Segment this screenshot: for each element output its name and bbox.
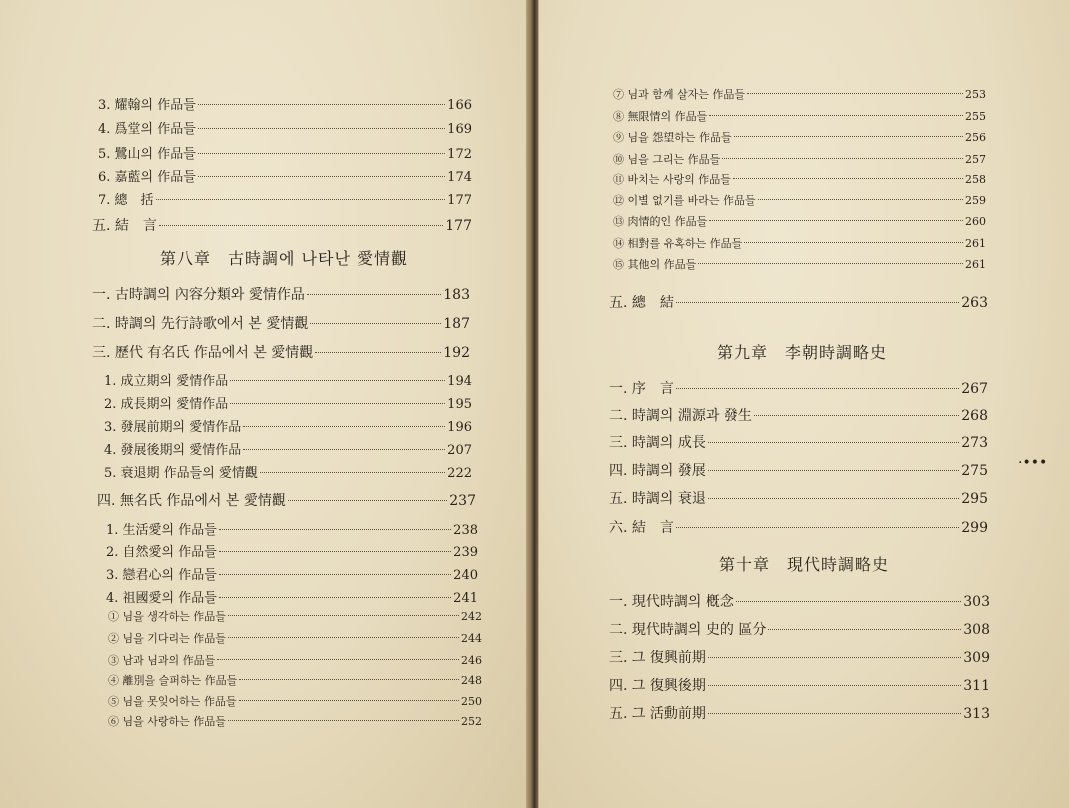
toc-entry-label: 4. 祖國愛의 作品들 [106, 591, 217, 606]
leader-dots [198, 128, 445, 129]
toc-entry [108, 608, 482, 624]
toc-entry-label: 一. 古時調의 內容分類와 愛情作品 [92, 287, 305, 303]
toc-entry [108, 693, 482, 709]
leader-dots [228, 615, 459, 616]
leader-dots [733, 178, 963, 179]
chapter-8-title: 第八章 古時調에 나타난 愛情觀 [160, 249, 408, 268]
leader-dots [239, 700, 460, 701]
toc-entry-label: ⑨ 님을 怨望하는 作品들 [613, 131, 732, 144]
toc-entry-label: 7. 總 括 [98, 193, 154, 208]
leader-dots [708, 498, 959, 499]
toc-entry-label: 二. 時調의 淵源과 發生 [609, 408, 752, 424]
toc-entry [92, 284, 470, 304]
page-number: 239 [453, 545, 478, 560]
toc-entry-label: 1. 生活愛의 作品들 [106, 523, 217, 538]
page-number: 207 [447, 443, 472, 458]
page-number: 267 [961, 381, 988, 397]
toc-entry [609, 488, 988, 508]
page-number: 273 [961, 435, 988, 451]
toc-entry-label: ⑦ 님과 함께 살자는 作品들 [613, 88, 745, 101]
leader-dots [698, 263, 963, 264]
leader-dots [230, 380, 445, 381]
toc-entry-label: 五. 그 活動前期 [609, 706, 706, 722]
toc-entry-label: ⑭ 相對를 유혹하는 作品들 [613, 237, 743, 250]
toc-entry-label: 六. 結 言 [609, 520, 674, 536]
toc-entry-label: 2. 自然愛의 作品들 [106, 545, 217, 560]
toc-entry [609, 460, 988, 480]
toc-entry [98, 118, 472, 137]
page-number: 295 [961, 491, 988, 507]
page-number: 261 [965, 237, 986, 250]
chapter-9-title: 第九章 李朝時調略史 [717, 343, 888, 362]
leader-dots [758, 199, 963, 200]
leader-dots [708, 657, 961, 658]
leader-dots [219, 551, 451, 552]
leader-dots [288, 500, 447, 501]
toc-entry-label: 二. 時調의 先行詩歌에서 본 愛情觀 [92, 316, 309, 332]
toc-entry-label: 4. 爲堂의 作品들 [98, 122, 196, 137]
page-number: 222 [447, 466, 472, 481]
page-number: 255 [965, 110, 986, 123]
page-number: 166 [447, 98, 472, 113]
toc-entry-label: 五. 總 結 [609, 295, 674, 311]
leader-dots [260, 472, 445, 473]
leader-dots [736, 601, 961, 602]
toc-entry [98, 189, 472, 208]
toc-entry-label: ⑧ 無限情의 作品들 [613, 110, 708, 123]
page-number: 256 [965, 131, 986, 144]
leader-dots [708, 470, 959, 471]
page-number: 172 [447, 147, 472, 162]
page-number: 313 [963, 706, 990, 722]
toc-entry-label: 2. 成長期의 愛情作品 [104, 397, 229, 412]
page-number: 248 [461, 674, 482, 687]
toc-entry [613, 86, 986, 102]
toc-entry [104, 393, 472, 412]
page-number: 308 [963, 622, 990, 638]
toc-entry [613, 192, 986, 208]
leader-dots [198, 153, 445, 154]
leader-dots [228, 720, 459, 721]
leader-dots [243, 449, 445, 450]
leader-dots [239, 679, 459, 680]
toc-entry-label: 三. 時調의 成長 [609, 435, 706, 451]
toc-entry [609, 675, 990, 695]
leader-dots [219, 574, 451, 575]
page-number: 237 [449, 493, 476, 509]
page-number: 183 [443, 287, 470, 303]
toc-entry-label: ⑥ 님을 사랑하는 作品들 [108, 715, 226, 728]
toc-entry [609, 591, 990, 611]
page-number: 238 [453, 523, 478, 538]
leader-dots [198, 104, 445, 105]
leader-dots [708, 685, 961, 686]
toc-entry [613, 235, 986, 251]
leader-dots [159, 225, 443, 226]
page-number: 187 [443, 316, 470, 332]
page-number: 240 [453, 568, 478, 583]
page-number: 192 [443, 345, 470, 361]
toc-entry-label: ⑫ 이별 없기를 바라는 作品들 [613, 194, 756, 207]
leader-dots [676, 302, 959, 303]
toc-entry-label: 三. 그 復興前期 [609, 650, 706, 666]
toc-entry [613, 129, 986, 145]
toc-entry-label: 一. 現代時調의 槪念 [609, 594, 734, 610]
leader-dots [722, 158, 963, 159]
toc-entry [609, 619, 990, 639]
page-number: 169 [447, 122, 472, 137]
toc-entry-label: 5. 鷺山의 作品들 [98, 147, 196, 162]
toc-entry [104, 370, 472, 389]
leader-dots [243, 426, 445, 427]
toc-entry-label: 四. 無名氏 作品에서 본 愛情觀 [97, 493, 286, 509]
page-number: 195 [447, 397, 472, 412]
toc-entry-label: 5. 衰退期 作品들의 愛情觀 [104, 466, 258, 481]
toc-entry [108, 672, 482, 688]
leader-dots [754, 415, 959, 416]
toc-entry [609, 517, 988, 537]
toc-entry [106, 541, 478, 560]
leader-dots [230, 403, 445, 404]
toc-entry-label: ④ 離別을 슬퍼하는 作品들 [108, 674, 238, 687]
toc-entry [98, 166, 472, 185]
page-number: 196 [447, 420, 472, 435]
toc-entry-label: ⑬ 肉情的인 作品들 [613, 215, 708, 228]
page-number: 257 [965, 153, 986, 166]
page-number: 311 [963, 678, 990, 694]
toc-entry [98, 94, 472, 113]
toc-entry [106, 564, 478, 583]
toc-entry-label: ③ 남과 님과의 作品들 [108, 654, 216, 667]
toc-entry-label: 4. 發展後期의 愛情作品 [104, 443, 242, 458]
left-page [0, 0, 529, 808]
leader-dots [219, 597, 451, 598]
toc-entry-label: 1. 成立期의 愛情作品 [104, 374, 229, 389]
toc-entry [609, 647, 990, 667]
toc-entry [613, 151, 986, 167]
toc-entry [613, 256, 986, 272]
page-number: 261 [965, 258, 986, 271]
toc-entry-label: 3. 發展前期의 愛情作品 [104, 420, 242, 435]
leader-dots [310, 323, 441, 324]
toc-entry-label: 四. 時調의 發展 [609, 463, 706, 479]
leader-dots [708, 442, 959, 443]
page-number: 268 [961, 408, 988, 424]
leader-dots [307, 294, 441, 295]
right-page [538, 0, 1069, 808]
leader-dots [747, 93, 963, 94]
toc-entry [613, 108, 986, 124]
toc-entry [92, 342, 470, 362]
toc-entry [97, 490, 476, 510]
toc-entry [613, 213, 986, 229]
toc-entry [613, 171, 986, 187]
page-number: 241 [453, 591, 478, 606]
toc-entry [609, 405, 988, 425]
page-number: 244 [461, 632, 482, 645]
leader-dots [156, 199, 446, 200]
page-number: 252 [461, 715, 482, 728]
leader-dots [708, 713, 961, 714]
toc-entry [609, 703, 990, 723]
leader-dots [709, 115, 963, 116]
toc-entry-label: 五. 時調의 衰退 [609, 491, 706, 507]
toc-entry-label: ② 님을 기다리는 作品들 [108, 632, 226, 645]
page-number: 174 [447, 170, 472, 185]
toc-entry-label: ① 님을 생각하는 作品들 [108, 610, 226, 623]
leader-dots [315, 352, 441, 353]
toc-entry [92, 215, 472, 235]
leader-dots [676, 527, 959, 528]
leader-dots [734, 136, 963, 137]
toc-entry-label: 6. 嘉藍의 作品들 [98, 170, 196, 185]
leader-dots [217, 659, 459, 660]
page-number: 242 [461, 610, 482, 623]
toc-entry-label: 三. 歷代 有名氏 作品에서 본 愛情觀 [92, 345, 314, 361]
leader-dots [228, 637, 459, 638]
toc-entry [104, 416, 472, 435]
toc-entry-label: 3. 耀翰의 作品들 [98, 98, 196, 113]
toc-entry-label: 一. 序 言 [609, 381, 674, 397]
ink-speck: ·••• [1018, 455, 1048, 471]
toc-entry-label: 二. 現代時調의 史的 區分 [609, 622, 767, 638]
chapter-10-title: 第十章 現代時調略史 [719, 555, 890, 574]
toc-entry [609, 378, 988, 398]
leader-dots [709, 220, 963, 221]
page-number: 299 [961, 520, 988, 536]
page-number: 275 [961, 463, 988, 479]
toc-entry [104, 462, 472, 481]
page-number: 260 [965, 215, 986, 228]
leader-dots [219, 529, 451, 530]
toc-entry-label: ⑪ 바치는 사랑의 作品들 [613, 173, 731, 186]
toc-entry [609, 432, 988, 452]
toc-entry-label: ⑩ 님을 그리는 作品들 [613, 153, 721, 166]
toc-entry [104, 439, 472, 458]
toc-entry-label: ⑤ 님을 못잊어하는 作品들 [108, 695, 237, 708]
toc-entry [108, 630, 482, 646]
page-number: 177 [445, 218, 472, 234]
toc-entry [106, 587, 478, 606]
toc-entry [108, 652, 482, 668]
toc-entry-label: ⑮ 其他의 作品들 [613, 258, 697, 271]
leader-dots [768, 629, 961, 630]
toc-entry [609, 292, 988, 312]
toc-entry [108, 713, 482, 729]
toc-entry-label: 五. 結 言 [92, 218, 157, 234]
toc-entry [92, 313, 470, 333]
page-number: 259 [965, 194, 986, 207]
leader-dots [744, 242, 963, 243]
page-number: 253 [965, 88, 986, 101]
toc-entry-label: 3. 戀君心의 作品들 [106, 568, 217, 583]
page-number: 258 [965, 173, 986, 186]
page-number: 303 [963, 594, 990, 610]
page-number: 263 [961, 295, 988, 311]
toc-entry-label: 四. 그 復興後期 [609, 678, 706, 694]
toc-entry [98, 143, 472, 162]
page-number: 194 [447, 374, 472, 389]
leader-dots [198, 176, 445, 177]
leader-dots [676, 388, 959, 389]
page-number: 177 [447, 193, 472, 208]
page-number: 246 [461, 654, 482, 667]
toc-entry [106, 519, 478, 538]
page-number: 309 [963, 650, 990, 666]
page-number: 250 [461, 695, 482, 708]
